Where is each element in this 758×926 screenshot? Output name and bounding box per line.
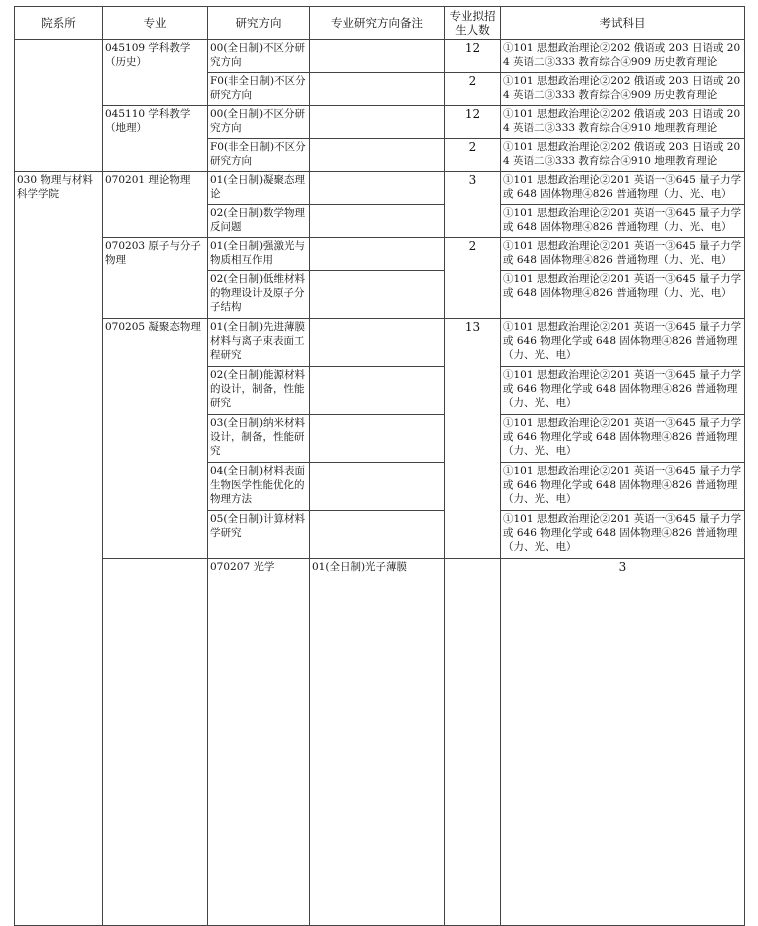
dept-cell-blank — [15, 40, 103, 172]
direction-cell: F0(非全日制)不区分研究方向 — [208, 139, 310, 172]
direction-cell: 00(全日制)不区分研究方向 — [208, 40, 310, 73]
header-row — [15, 7, 745, 40]
note-cell — [310, 106, 445, 139]
note-cell — [310, 73, 445, 106]
major-cell: 045110 学科教学（地理） — [103, 106, 208, 172]
count-cell: 3 — [501, 559, 745, 926]
count-cell: 3 — [445, 172, 501, 238]
exam-cell: ①101 思想政治理论②201 英语一③645 量子力学或 648 固体物理④826 普通物理（力、光、电） — [501, 172, 745, 205]
exam-cell: ①101 思想政治理论②202 俄语或 203 日语或 204 英语二③333 教育综合④910 地理教育理论 — [501, 139, 745, 172]
note-cell — [310, 511, 445, 559]
major-cell: 070201 理论物理 — [103, 172, 208, 238]
dept-cell: 030 物理与材料科学学院 — [15, 172, 103, 926]
header-note: 专业研究方向备注 — [310, 7, 445, 40]
table-row — [15, 238, 745, 271]
direction-cell: 01(全日制)光子薄膜 — [310, 559, 445, 926]
direction-cell: 00(全日制)不区分研究方向 — [208, 106, 310, 139]
exam-cell: ①101 思想政治理论②201 英语一③645 量子力学或 646 物理化学或 648 固体物理④826 普通物理（力、光、电） — [501, 511, 745, 559]
note-cell — [445, 559, 501, 926]
table-row — [15, 319, 745, 367]
header-direction: 研究方向 — [208, 7, 310, 40]
note-cell — [310, 172, 445, 205]
dept-cell-blank — [103, 559, 208, 926]
exam-cell: ①101 思想政治理论②201 英语一③645 量子力学或 646 物理化学或 648 固体物理④826 普通物理（力、光、电） — [501, 319, 745, 367]
direction-cell: F0(非全日制)不区分研究方向 — [208, 73, 310, 106]
count-cell: 2 — [445, 139, 501, 172]
note-cell — [310, 238, 445, 271]
count-cell: 12 — [445, 40, 501, 73]
major-cell: 045109 学科教学（历史） — [103, 40, 208, 106]
exam-cell: ①101 思想政治理论②201 英语一③645 量子力学或 648 固体物理④826 普通物理（力、光、电） — [501, 271, 745, 319]
note-cell — [310, 415, 445, 463]
direction-cell: 01(全日制)先进薄膜材料与离子束表面工程研究 — [208, 319, 310, 367]
note-cell — [310, 139, 445, 172]
header-count: 专业拟招生人数 — [445, 7, 501, 40]
direction-cell: 02(全日制)能源材料的设计，制备，性能研究 — [208, 367, 310, 415]
direction-cell: 01(全日制)强激光与物质相互作用 — [208, 238, 310, 271]
count-cell: 13 — [445, 319, 501, 559]
direction-cell: 05(全日制)计算材料学研究 — [208, 511, 310, 559]
header-major: 专业 — [103, 7, 208, 40]
exam-cell: ①101 思想政治理论②202 俄语或 203 日语或 204 英语二③333 教育综合④909 历史教育理论 — [501, 40, 745, 73]
table-row — [15, 559, 745, 926]
count-cell: 2 — [445, 73, 501, 106]
direction-cell: 02(全日制)数学物理反问题 — [208, 205, 310, 238]
note-cell — [310, 367, 445, 415]
header-dept: 院系所 — [15, 7, 103, 40]
direction-cell: 01(全日制)凝聚态理论 — [208, 172, 310, 205]
direction-cell: 03(全日制)纳米材料设计，制备，性能研究 — [208, 415, 310, 463]
direction-cell: 02(全日制)低维材料的物理设计及原子分子结构 — [208, 271, 310, 319]
exam-cell: ①101 思想政治理论②201 英语一③645 量子力学或 648 固体物理④826 普通物理（力、光、电） — [501, 238, 745, 271]
note-cell — [310, 40, 445, 73]
table-row — [15, 40, 745, 73]
exam-cell: ①101 思想政治理论②202 俄语或 203 日语或 204 英语二③333 教育综合④909 历史教育理论 — [501, 73, 745, 106]
direction-cell: 04(全日制)材料表面生物医学性能优化的物理方法 — [208, 463, 310, 511]
count-cell: 12 — [445, 106, 501, 139]
table-row — [15, 106, 745, 139]
header-exams: 考试科目 — [501, 7, 745, 40]
exam-cell: ①101 思想政治理论②201 英语一③645 量子力学或 646 物理化学或 648 固体物理④826 普通物理（力、光、电） — [501, 367, 745, 415]
exam-cell: ①101 思想政治理论②201 英语一③645 量子力学或 648 固体物理④826 普通物理（力、光、电） — [501, 205, 745, 238]
exam-cell: ①101 思想政治理论②202 俄语或 203 日语或 204 英语二③333 教育综合④910 地理教育理论 — [501, 106, 745, 139]
major-cell: 070207 光学 — [208, 559, 310, 926]
major-cell: 070205 凝聚态物理 — [103, 319, 208, 559]
major-cell: 070203 原子与分子物理 — [103, 238, 208, 319]
note-cell — [310, 319, 445, 367]
count-cell: 2 — [445, 238, 501, 319]
admissions-table — [14, 6, 745, 926]
note-cell — [310, 271, 445, 319]
table-row — [15, 172, 745, 205]
exam-cell: ①101 思想政治理论②201 英语一③645 量子力学或 646 物理化学或 648 固体物理④826 普通物理（力、光、电） — [501, 415, 745, 463]
note-cell — [310, 205, 445, 238]
note-cell — [310, 463, 445, 511]
exam-cell: ①101 思想政治理论②201 英语一③645 量子力学或 646 物理化学或 648 固体物理④826 普通物理（力、光、电） — [501, 463, 745, 511]
